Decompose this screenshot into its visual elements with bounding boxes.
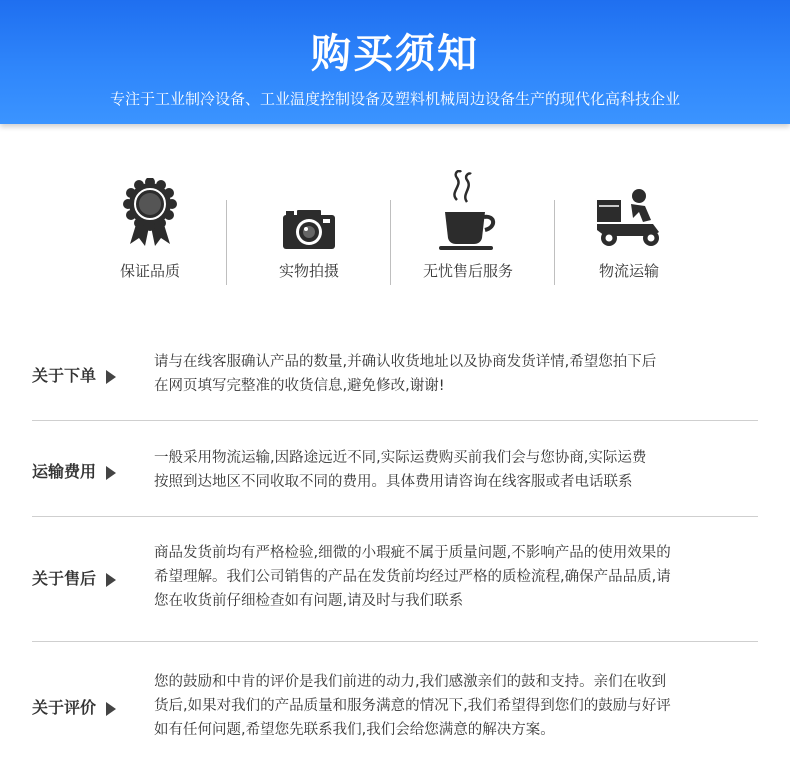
section-body bbox=[154, 350, 764, 398]
feature-label: 保证品质 bbox=[119, 262, 180, 280]
divider bbox=[32, 516, 758, 517]
feature-after-sales bbox=[393, 170, 543, 300]
section-heading bbox=[32, 363, 152, 386]
body-line: 货后,如果对我们的产品质量和服务满意的情况下,我们希望得到您们的鼓励与好评 bbox=[154, 698, 671, 714]
section-body bbox=[154, 446, 764, 494]
feature-logistics bbox=[554, 170, 704, 300]
body-line: 一般采用物流运输,因路途远近不同,实际运费购买前我们会与您协商,实际运费 bbox=[154, 450, 647, 466]
section-order bbox=[32, 350, 758, 400]
feature-quality bbox=[75, 170, 225, 300]
body-line: 希望理解。我们公司销售的产品在发货前均经过严格的质检流程,确保产品品质,请 bbox=[154, 569, 671, 585]
feature-label: 物流运输 bbox=[598, 262, 659, 280]
page-subtitle: 专注于工业制冷设备、工业温度控制设备及塑料机械周边设备生产的现代化高科技企业 bbox=[109, 90, 680, 108]
feature-label: 实物拍摄 bbox=[278, 262, 339, 280]
triangle-right-icon bbox=[106, 370, 116, 384]
body-line: 按照到达地区不同收取不同的费用。具体费用请咨询在线客服或者电话联系 bbox=[154, 474, 633, 490]
delivery-scooter-icon bbox=[554, 178, 704, 258]
section-reviews bbox=[32, 670, 758, 744]
section-body bbox=[154, 541, 764, 613]
divider bbox=[32, 420, 758, 421]
feature-row bbox=[0, 170, 790, 300]
quality-badge-icon bbox=[75, 178, 225, 258]
section-heading bbox=[32, 566, 152, 589]
body-line: 在网页填写完整准的收货信息,避免修改,谢谢! bbox=[154, 378, 445, 394]
body-line: 商品发货前均有严格检验,细微的小瑕疵不属于质量问题,不影响产品的使用效果的 bbox=[154, 545, 671, 561]
body-line: 您的鼓励和中肯的评价是我们前进的动力,我们感激亲们的鼓和支持。亲们在收到 bbox=[154, 674, 667, 690]
coffee-cup-icon bbox=[393, 178, 543, 258]
section-title: 关于售后 bbox=[32, 569, 97, 588]
body-line: 请与在线客服确认产品的数量,并确认收货地址以及协商发货详情,希望您拍下后 bbox=[154, 354, 657, 370]
divider bbox=[390, 200, 391, 285]
body-line: 如有任何问题,希望您先联系我们,我们会给您满意的解决方案。 bbox=[154, 722, 555, 738]
divider bbox=[226, 200, 227, 285]
triangle-right-icon bbox=[106, 702, 116, 716]
section-title: 运输费用 bbox=[32, 462, 97, 481]
divider bbox=[32, 641, 758, 642]
triangle-right-icon bbox=[106, 573, 116, 587]
header-banner bbox=[0, 0, 790, 124]
section-body bbox=[154, 670, 764, 742]
camera-icon bbox=[234, 178, 384, 258]
feature-photo bbox=[234, 170, 384, 300]
page-title: 购买须知 bbox=[311, 31, 479, 77]
section-shipping bbox=[32, 446, 758, 496]
triangle-right-icon bbox=[106, 466, 116, 480]
section-heading bbox=[32, 695, 152, 718]
body-line: 您在收货前仔细检查如有问题,请及时与我们联系 bbox=[154, 593, 464, 609]
section-heading bbox=[32, 459, 152, 482]
section-after-sales bbox=[32, 541, 758, 615]
section-title: 关于评价 bbox=[32, 698, 97, 717]
section-title: 关于下单 bbox=[32, 366, 97, 385]
feature-label: 无忧售后服务 bbox=[422, 262, 513, 280]
